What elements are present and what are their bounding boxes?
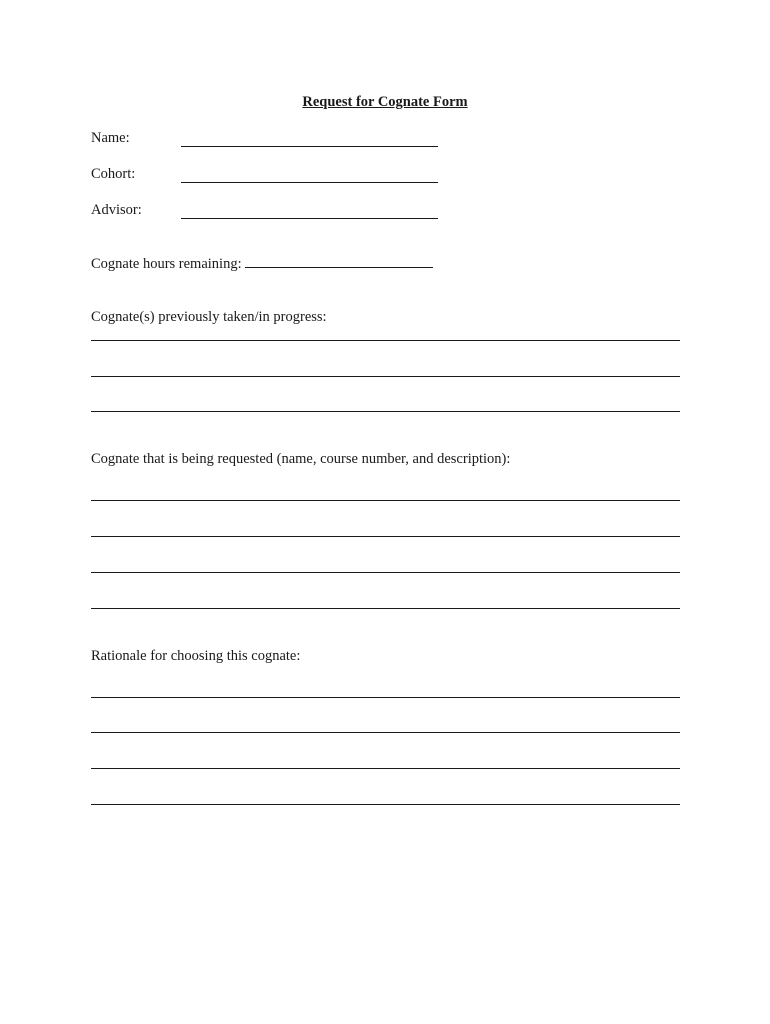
rationale-line[interactable]	[91, 768, 680, 769]
name-input-line[interactable]	[181, 146, 438, 147]
previous-cognates-line[interactable]	[91, 340, 680, 341]
rationale-line[interactable]	[91, 697, 680, 698]
name-label: Name:	[91, 130, 130, 146]
hours-remaining-row	[91, 256, 433, 273]
advisor-input-line[interactable]	[181, 218, 438, 219]
requested-cognate-label: Cognate that is being requested (name, course number, and description):	[91, 451, 511, 467]
previous-cognates-label: Cognate(s) previously taken/in progress:	[91, 309, 327, 325]
cohort-label: Cohort:	[91, 166, 136, 182]
hours-remaining-label: Cognate hours remaining:	[91, 256, 242, 272]
cohort-input-line[interactable]	[181, 182, 438, 183]
requested-cognate-line[interactable]	[91, 608, 680, 609]
requested-cognate-line[interactable]	[91, 500, 680, 501]
rationale-line[interactable]	[91, 804, 680, 805]
requested-cognate-line[interactable]	[91, 572, 680, 573]
hours-remaining-input-line[interactable]	[245, 266, 433, 268]
rationale-label: Rationale for choosing this cognate:	[91, 648, 301, 664]
previous-cognates-line[interactable]	[91, 376, 680, 377]
advisor-label: Advisor:	[91, 202, 142, 218]
requested-cognate-line[interactable]	[91, 536, 680, 537]
rationale-line[interactable]	[91, 732, 680, 733]
form-title: Request for Cognate Form	[302, 94, 468, 110]
previous-cognates-line[interactable]	[91, 411, 680, 412]
